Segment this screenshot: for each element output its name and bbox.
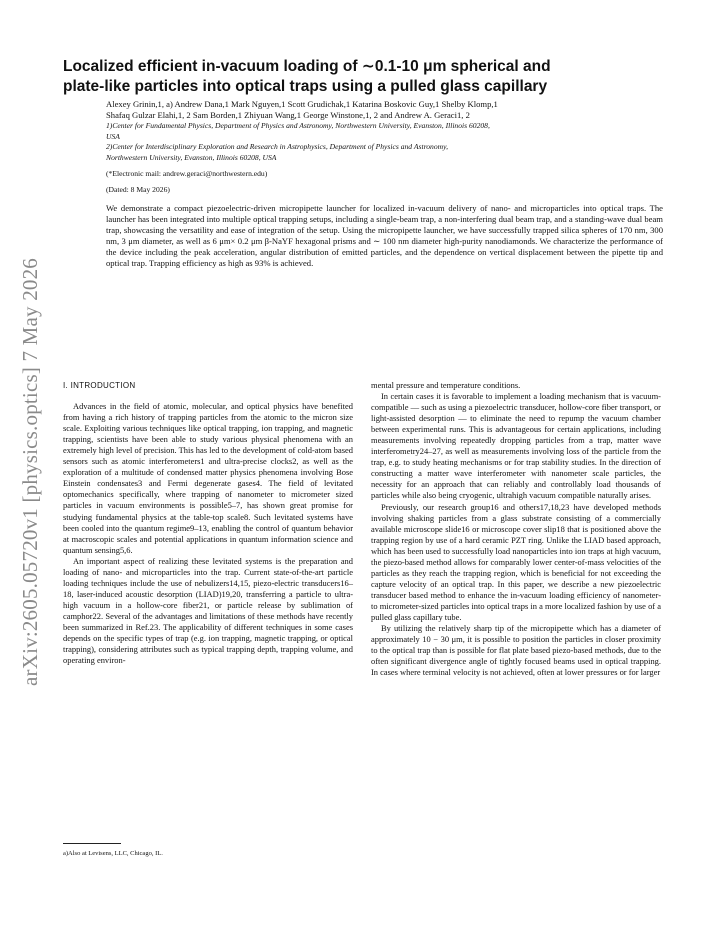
affiliation-2-line-2: Northwestern University, Evanston, Illinois 60208, USA	[106, 152, 277, 162]
footnote: a)Also at Levisens, LLC, Chicago, IL.	[63, 850, 163, 857]
affiliation-2	[106, 142, 663, 163]
affiliation-1-line-2: USA	[106, 131, 120, 141]
authors-line-2: Shafaq Gulzar Elahi,1, 2 Sam Borden,1 Zhiyuan Wang,1 George Winstone,1, 2 and Andrew A. Geraci1, 2	[106, 110, 470, 120]
affiliation-1	[106, 121, 663, 142]
abstract: We demonstrate a compact piezoelectric-driven micropipette launcher for localized in-vacuum delivery of nano- and microparticles into optical traps. The launcher has been integrated into multiple optical trapping setups, including a single-beam trap, a non-interfering dual beam trap, and a standing-wave dual beam trap, showcasing the versatility and ease of integration of the setup. Using the micropipette launcher, we have successfully trapped silica spheres of 170 nm, 300 nm, 3 μm diameter, as well as 6 μm× 0.2 μm β-NaYF hexagonal prisms and ∼ 100 nm diameter high-purity nanodiamonds. We characterize the performance of the device including the peak acceleration, angular distribution of emitted particles, and the dependence on vertical displacement between the pipette tip and optical trap. Trapping efficiency as high as 93% is achieved.	[106, 203, 663, 269]
affiliation-2-line-1: 2)Center for Interdisciplinary Exploration and Research in Astrophysics, Department of Physics and Astronomy,	[106, 142, 448, 151]
date-line: (Dated: 8 May 2026)	[106, 185, 170, 194]
title-line-1: Localized efficient in-vacuum loading of ∼0.1-10 μm spherical and	[63, 58, 551, 75]
contact-email: (*Electronic mail: andrew.geraci@northwestern.edu)	[106, 169, 268, 178]
footnote-rule	[63, 843, 121, 844]
affiliation-1-line-1: 1)Center for Fundamental Physics, Department of Physics and Astronomy, Northwestern University, Evanston, Illinois 60208,	[106, 121, 490, 130]
intro-paragraph-5: By utilizing the relatively sharp tip of the micropipette which has a diameter of approximately 10 − 30 μm, it is possible to position the particles in closer proximity to the optical trap than is possible for flat plate based piezo-based methods, due to the often significant divergence angle of tightly focused beams used in optical trapping. In cases where terminal velocity is not achieved, often at lower pressures or for larger	[371, 623, 661, 678]
intro-paragraph-3: In certain cases it is favorable to implement a loading mechanism that is vacuum-compatible — such as using a piezoelectric transducer, hollow-core fiber transport, or light-assisted desorption — to eliminate the need to repump the vacuum chamber between experimental runs. This is advantageous for certain applications, including measurements involving repeatedly dropping particles from a trap, matter wave interferometry24–27, as well as measurements involving loss of the particle from the trap, e.g. to study heating mechanisms or for trap stability studies. In the direction of constructing a matter wave interferometer with nanometer scale particles, the necessity for an approach that can reliably and controllably load thousands of particles while also being cryogenic, ultrahigh vacuum compatible naturally arises.	[371, 391, 661, 501]
paper-title	[63, 57, 663, 97]
arxiv-identifier: arXiv:2605.05720v1 [physics.optics] 7 May 2026	[18, 258, 42, 686]
intro-paragraph-4: Previously, our research group16 and others17,18,23 have developed methods involving shaking particles from a glass substrate consisting of a commercially available microscope slide16 or microscope cover slip18 that is positioned above the trapping region by use of a hard ceramic PZT ring. Unlike the LIAD based approach, which has been used to successfully load nanoparticles into ion traps at high vacuum, the piezo-based method allows for comparably lower center-of-mass velocities of the particles as they reach the trapping region, which is beneficial for not exceeding the capture velocity of an optical trap. In this paper, we describe a new piezoelectric transducer based method to enhance the in-vacuum loading efficiency of nanometer- to micrometer-sized particles into optical traps in a more localized fashion by use of a pulled glass capillary tube.	[371, 501, 661, 622]
title-line-2: plate-like particles into optical traps using a pulled glass capillary	[63, 78, 548, 95]
intro-paragraph-1: Advances in the field of atomic, molecular, and optical physics have benefited from having a rich history of trapping particles from the atomic to the micron size scale. Exploiting various techniques like optical trapping, ion trapping, and magnetic trapping, scientists have been able to study various physical phenomena with an extremely high level of precision. This has led to the development of cold-atom based sensors such as atomic interferometers1 and ultra-precise clocks2, as well as the exploration of a multitude of condensed matter physics phenomena involving Bose Einstein condensates3 and Fermi degenerate gases4. The field of levitated optomechanics specifically, where trapping of nanometer to micrometer sized particles in vacuum environments is possible5–7, has shown great promise for studying fundamental physics at the table-top scale8. Such levitated systems have been cooled into the quantum regime9–13, enabling the control of quantum behavior at macroscopic scales and potential applications in quantum information science and quantum sensing5,6.	[63, 401, 353, 555]
left-column	[63, 380, 353, 666]
author-list	[106, 99, 663, 121]
section-heading: I. INTRODUCTION	[63, 381, 136, 390]
right-column	[371, 380, 661, 678]
paper-header	[63, 57, 663, 270]
authors-line-1: Alexey Grinin,1, a) Andrew Dana,1 Mark Nguyen,1 Scott Grudichak,1 Katarina Boskovic Guy,1 Shelby Klomp,1	[106, 99, 498, 109]
intro-paragraph-2: An important aspect of realizing these levitated systems is the preparation and loading of nano- and microparticles into the trap. Current state-of-the-art particle loading techniques include the use of nebulizers14,15, piezo-electric transducers16–18, laser-induced acoustic desorption (LIAD)19,20, transferring a particle to ultra-high vacuum in a hollow-core fiber21, or particle release by sublimation of camphor22. Several of the advantages and limitations of these methods have recently been summarized in Ref.23. The applicability of different techniques in some cases depends on the specific types of trap (e.g. ion trapping, magnetic trapping, or optical trapping), considering attributes such as typical trapping depth, trapping volume, and operating environ-	[63, 555, 353, 666]
intro-paragraph-continued: mental pressure and temperature conditions.	[371, 380, 521, 390]
